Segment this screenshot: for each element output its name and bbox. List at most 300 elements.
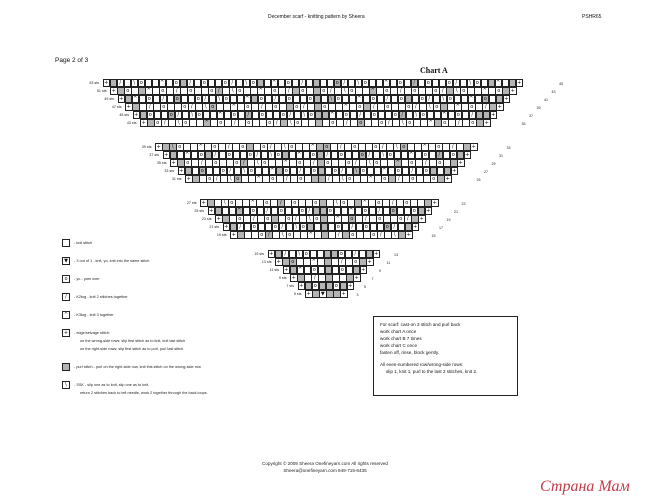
chart-cell: o — [147, 111, 155, 119]
chart-cell: + — [484, 120, 489, 126]
legend-symbol: / — [62, 293, 70, 301]
chart-cell: / — [422, 159, 430, 167]
chart-cell: / — [391, 223, 399, 231]
chart-cell: / — [349, 223, 357, 231]
chart-cell: o — [234, 175, 242, 183]
chart-cell: / — [311, 274, 319, 282]
chart-cell: o — [378, 119, 386, 127]
row-stitch-count: 15 sts — [254, 252, 264, 256]
chart-row — [291, 274, 361, 282]
chart-cell: o — [387, 151, 395, 159]
chart-cell: o — [446, 79, 454, 87]
row-stitch-count: 5 sts — [293, 292, 302, 296]
chart-cell: / — [265, 231, 273, 239]
legend-symbol: o — [62, 275, 70, 283]
chart-cell: ^ — [272, 80, 277, 86]
chart-cell: / — [299, 79, 307, 87]
chart-cell: o — [228, 199, 236, 207]
chart-cell: + — [224, 224, 229, 230]
chart-cell: ^ — [362, 200, 367, 206]
legend-symbol: ▼ — [62, 257, 70, 265]
chart-cell: o — [222, 79, 230, 87]
chart-cell: / — [297, 167, 305, 175]
page-number: Page 2 of 3 — [55, 57, 89, 64]
chart-cell: + — [497, 104, 502, 110]
chart-cell: o — [269, 175, 277, 183]
chart-cell: ^ — [395, 160, 400, 166]
chart-cell: / — [250, 215, 258, 223]
chart-cell: / — [287, 111, 295, 119]
chart-cell: o — [168, 111, 176, 119]
chart-cell: \ — [227, 175, 235, 183]
chart-cell: o — [174, 95, 182, 103]
chart-cell: o — [372, 143, 380, 151]
document-title: December scarf - knitting pattern by Sheera — [268, 14, 365, 20]
chart-cell: o — [220, 167, 228, 175]
chart-cell: / — [455, 119, 463, 127]
row-stitch-count: 11 sts — [269, 268, 279, 272]
chart-cell: o — [403, 199, 411, 207]
chart-row — [171, 159, 465, 167]
chart-cell: o — [359, 151, 367, 159]
chart-cell: o — [320, 87, 328, 95]
chart-cell: o — [261, 159, 269, 167]
chart-cell: o — [384, 223, 392, 231]
chart-cell: \ — [380, 151, 388, 159]
chart-cell: o — [176, 143, 184, 151]
chart-cell: / — [161, 119, 169, 127]
chart-cell: ^ — [384, 80, 389, 86]
contact-line: Sheera@onefineyarn.com 949-715-8435 — [283, 468, 367, 473]
chart-cell: \ — [175, 119, 183, 127]
chart-cell: / — [258, 103, 266, 111]
chart-cell: + — [186, 176, 191, 182]
chart-cell: o — [338, 250, 346, 258]
chart-cell: + — [104, 80, 109, 86]
chart-cell: / — [227, 167, 235, 175]
chart-cell: / — [254, 151, 262, 159]
chart-cell: ^ — [370, 88, 375, 94]
chart-cell: ^ — [298, 267, 303, 273]
chart-row — [268, 250, 380, 258]
chart-cell: o — [468, 103, 476, 111]
chart-cell: o — [250, 79, 258, 87]
chart-cell: ^ — [308, 232, 313, 238]
chart-cell: o — [397, 79, 405, 87]
chart-cell: o — [258, 95, 266, 103]
chart-cell: / — [273, 119, 281, 127]
chart-cell: o — [384, 103, 392, 111]
chart-row — [186, 175, 452, 183]
chart-cell: o — [258, 231, 266, 239]
chart-cell: \ — [353, 167, 361, 175]
chart-cell: o — [184, 159, 192, 167]
chart-cell: / — [198, 159, 206, 167]
row-number: 13 — [394, 253, 398, 257]
chart-cell: o — [455, 111, 463, 119]
chart-cell: o — [146, 95, 154, 103]
chart-cell: / — [325, 175, 333, 183]
chart-cell: o — [411, 87, 419, 95]
row-stitch-count: 31 sts — [171, 177, 182, 181]
chart-cell: o — [291, 199, 299, 207]
row-number: 11 — [386, 261, 391, 265]
chart-cell: ^ — [185, 152, 190, 158]
chart-cell: o — [196, 111, 204, 119]
chart-cell: o — [223, 95, 231, 103]
chart-cell: o — [430, 175, 438, 183]
chart-cell: / — [279, 223, 287, 231]
chart-row — [223, 223, 419, 231]
chart-cell: o — [348, 215, 356, 223]
instruction-line: work chart A once — [380, 329, 417, 334]
chart-cell: o — [310, 151, 318, 159]
chart-cell: o — [299, 207, 307, 215]
chart-cell: \ — [241, 167, 249, 175]
row-number: 17 — [439, 226, 443, 230]
chart-cell: / — [453, 79, 461, 87]
chart-cell: / — [215, 87, 223, 95]
chart-cell: o — [311, 266, 319, 274]
chart-cell: + — [171, 160, 176, 166]
chart-cell: / — [439, 87, 447, 95]
chart-cell: / — [225, 143, 233, 151]
chart-cell: o — [297, 175, 305, 183]
chart-cell: ^ — [160, 80, 165, 86]
chart-row — [306, 290, 348, 298]
chart-cell: o — [356, 103, 364, 111]
chart-cell: / — [357, 111, 365, 119]
chart-cell: o — [352, 258, 360, 266]
chart-cell: \ — [453, 87, 461, 95]
chart-cell: \ — [131, 79, 139, 87]
chart-cell: o — [419, 95, 427, 103]
chart-cell: o — [311, 167, 319, 175]
chart-cell: o — [433, 103, 441, 111]
chart-cell: / — [436, 151, 444, 159]
chart-cell: + — [465, 152, 470, 158]
chart-cell: o — [211, 143, 219, 151]
chart-cell: + — [306, 291, 311, 297]
chart-cell: / — [384, 95, 392, 103]
row-number: 5 — [364, 285, 366, 289]
row-stitch-count: 35 sts — [156, 161, 167, 165]
chart-cell: o — [208, 87, 216, 95]
chart-cell: \ — [426, 103, 434, 111]
chart-cell: o — [373, 159, 381, 167]
chart-cell: + — [156, 144, 161, 150]
chart-cell: o — [324, 159, 332, 167]
chart-cell: o — [248, 167, 256, 175]
chart-cell: + — [406, 232, 411, 238]
chart-cell: / — [188, 103, 196, 111]
chart-row — [163, 151, 471, 159]
chart-cell: / — [337, 143, 345, 151]
instruction-line: slip 1, knit 1, purl to the last 2 stitches, knit 2. — [386, 369, 478, 374]
chart-cell: o — [321, 103, 329, 111]
row-stitch-count: 27 sts — [186, 201, 197, 205]
chart-cell: o — [375, 199, 383, 207]
legend-description: - knit stitch — [74, 241, 93, 245]
chart-cell: + — [361, 267, 366, 273]
chart-cell: o — [138, 79, 146, 87]
chart-cell: o — [272, 103, 280, 111]
legend-description: - edge/selvage stitch: — [74, 331, 110, 335]
chart-cell: o — [226, 151, 234, 159]
chart-cell: / — [245, 111, 253, 119]
chart-cell: \ — [268, 151, 276, 159]
chart-cell: ^ — [368, 176, 373, 182]
chart-cell: o — [346, 175, 354, 183]
chart-cell: + — [517, 80, 522, 86]
chart-cell: / — [370, 103, 378, 111]
chart-cell: \ — [399, 119, 407, 127]
chart-cell: + — [299, 283, 304, 289]
chart-cell: / — [240, 159, 248, 167]
chart-cell: + — [426, 208, 431, 214]
chart-cell: ▼ — [320, 291, 325, 297]
chart-cell: o — [332, 167, 340, 175]
chart-cell: + — [458, 160, 463, 166]
row-number: 21 — [454, 210, 458, 214]
chart-cell: o — [469, 119, 477, 127]
chart-cell: \ — [216, 95, 224, 103]
chart-cell: o — [294, 119, 302, 127]
chart-cell: + — [179, 168, 184, 174]
chart-cell: / — [341, 79, 349, 87]
chart-cell: + — [452, 168, 457, 174]
chart-cell: \ — [287, 119, 295, 127]
instructions-box — [373, 316, 518, 396]
chart-cell: o — [335, 95, 343, 103]
chart-cell: o — [333, 282, 341, 290]
chart-cell: o — [307, 95, 315, 103]
chart-cell: \ — [243, 79, 251, 87]
chart-cell: ^ — [335, 216, 340, 222]
chart-cell: o — [231, 111, 239, 119]
row-number: 37 — [529, 114, 533, 118]
chart-cell: / — [482, 103, 490, 111]
chart-cell: o — [334, 79, 342, 87]
chart-cell: / — [231, 119, 239, 127]
chart-cell: + — [491, 112, 496, 118]
chart-cell: o — [450, 151, 458, 159]
chart-cell: / — [409, 167, 417, 175]
chart-cell: o — [259, 111, 267, 119]
row-number: 45 — [559, 82, 563, 86]
chart-row — [208, 207, 432, 215]
chart-cell: o — [349, 231, 357, 239]
chart-cell: / — [376, 207, 384, 215]
chart-cell: / — [300, 103, 308, 111]
chart-cell: o — [275, 151, 283, 159]
chart-cell: \ — [221, 199, 229, 207]
chart-cell: \ — [333, 199, 341, 207]
chart-cell: + — [119, 96, 124, 102]
chart-cell: ^ — [310, 144, 315, 150]
chart-cell: o — [436, 159, 444, 167]
chart-cell: / — [285, 87, 293, 95]
chart-cell: o — [266, 119, 274, 127]
chart-cell: \ — [393, 143, 401, 151]
legend-description: - purl stitch - purl on the right-side row, knit this stitch on the wrong-side row — [74, 365, 201, 369]
chart-cell: o — [264, 215, 272, 223]
legend-description: - yo - yarn over — [74, 277, 100, 281]
chart-cell: ^ — [204, 120, 209, 126]
row-stitch-count: 49 sts — [104, 97, 114, 101]
chart-cell: / — [411, 79, 419, 87]
chart-cell: o — [283, 167, 291, 175]
chart-cell: / — [339, 167, 347, 175]
chart-cell: + — [126, 104, 131, 110]
chart-cell: o — [425, 79, 433, 87]
row-stitch-count: 51 sts — [96, 89, 107, 93]
chart-cell: + — [432, 200, 437, 206]
instruction-line: work chart C once — [380, 343, 418, 348]
chart-cell: o — [405, 103, 413, 111]
chart-cell: + — [284, 267, 289, 273]
chart-cell: o — [312, 199, 320, 207]
chart-cell: / — [404, 215, 412, 223]
chart-cell: \ — [281, 143, 289, 151]
row-stitch-count: 47 sts — [111, 105, 122, 109]
chart-cell: o — [289, 258, 297, 266]
chart-cell: o — [285, 79, 293, 87]
legend-symbol: ^ — [63, 312, 69, 318]
chart-cell: \ — [391, 231, 399, 239]
chart-cell: + — [111, 88, 116, 94]
chart-cell: / — [175, 111, 183, 119]
chart-cell: + — [374, 251, 379, 257]
chart-cell: / — [202, 95, 210, 103]
chart-cell: + — [141, 120, 146, 126]
chart-cell: / — [237, 223, 245, 231]
chart-cell: / — [146, 103, 154, 111]
chart-cell: ^ — [231, 104, 236, 110]
row-number: 7 — [371, 277, 374, 281]
legend-symbol: + — [63, 330, 69, 336]
legend-symbol — [62, 363, 70, 371]
chart-cell: \ — [202, 103, 210, 111]
chart-cell: o — [395, 167, 403, 175]
row-number: 41 — [544, 98, 548, 102]
chart-cell: + — [510, 88, 515, 94]
chart-cell: o — [397, 215, 405, 223]
chart-cell: o — [339, 266, 347, 274]
watermark-logo: Страна Мам — [540, 478, 630, 495]
chart-cell: o — [201, 79, 209, 87]
chart-cell: o — [406, 119, 414, 127]
chart-row — [156, 143, 478, 151]
chart-row — [111, 87, 517, 95]
chart-row — [178, 167, 458, 175]
row-number: 43 — [551, 90, 556, 94]
chart-cell: + — [419, 216, 424, 222]
chart-cell: o — [206, 175, 214, 183]
chart-cell: / — [426, 95, 434, 103]
chart-cell: o — [447, 95, 455, 103]
chart-cell: o — [272, 223, 280, 231]
chart-cell: ^ — [198, 144, 203, 150]
instruction-line: All even-numbered row/wrong-side rows: — [380, 362, 464, 367]
chart-cell: o — [381, 175, 389, 183]
legend-description: - 3 out of 1 - knit, yo, knit into the same stitch — [74, 259, 150, 263]
chart-cell: / — [379, 143, 387, 151]
chart-cell: o — [300, 223, 308, 231]
chart-cell: \ — [293, 223, 301, 231]
chart-cell: \ — [169, 143, 177, 151]
chart-cell: o — [495, 87, 503, 95]
chart-cell: ^ — [442, 112, 447, 118]
chart-cell: o — [420, 111, 428, 119]
chart-cell: \ — [355, 79, 363, 87]
chart-cell: + — [367, 259, 372, 265]
chart-cell: / — [229, 79, 237, 87]
chart-cell: \ — [339, 175, 347, 183]
chart-cell: ^ — [496, 80, 501, 86]
chart-row — [201, 199, 439, 207]
chart-cell: o — [233, 159, 241, 167]
chart-cell: / — [469, 111, 477, 119]
chart-cell: + — [348, 283, 353, 289]
chart-cell: o — [245, 119, 253, 127]
chart-cell: + — [471, 144, 476, 150]
legend-description: - K3tog - knit 3 together — [74, 313, 114, 317]
chart-row — [126, 103, 504, 111]
chart-cell: o — [308, 111, 316, 119]
chart-cell: / — [352, 250, 360, 258]
chart-cell: ^ — [422, 144, 427, 150]
chart-cell: / — [385, 119, 393, 127]
document-code: PSHR65 — [582, 14, 602, 20]
chart-cell: / — [306, 207, 314, 215]
chart-cell: o — [288, 143, 296, 151]
chart-cell: / — [187, 79, 195, 87]
instruction-line: For scarf: cast-on 3 stitch and purl back — [380, 322, 461, 327]
row-number: 31 — [499, 154, 503, 158]
legend-description: - K2tog - knit 2 stitches together — [74, 295, 128, 299]
chart-cell: o — [199, 167, 207, 175]
chart-cell: o — [286, 95, 294, 103]
chart-cell: / — [397, 87, 405, 95]
chart-cell: o — [482, 95, 490, 103]
chart-cell: \ — [366, 159, 374, 167]
chart-cell: o — [383, 87, 391, 95]
row-stitch-count: 23 sts — [201, 217, 212, 221]
chart-row — [283, 266, 367, 274]
chart-cell: ^ — [283, 160, 288, 166]
chart-cell: o — [340, 199, 348, 207]
chart-cell: o — [124, 87, 132, 95]
chart-cell: ^ — [256, 176, 261, 182]
chart-cell: ^ — [258, 88, 263, 94]
chart-cell: ^ — [133, 96, 138, 102]
chart-cell: ^ — [218, 112, 223, 118]
chart-cell: / — [362, 215, 370, 223]
chart-cell: o — [370, 95, 378, 103]
chart-cell: o — [217, 119, 225, 127]
chart-cell: o — [400, 143, 408, 151]
row-number: 3 — [356, 293, 359, 297]
chart-cell: o — [435, 143, 443, 151]
chart-cell: + — [269, 251, 274, 257]
chart-cell: / — [272, 95, 280, 103]
chart-cell: \ — [279, 231, 287, 239]
chart-cell: o — [293, 103, 301, 111]
chart-cell: + — [445, 176, 450, 182]
chart-cell: o — [303, 250, 311, 258]
chart-cell: / — [395, 175, 403, 183]
